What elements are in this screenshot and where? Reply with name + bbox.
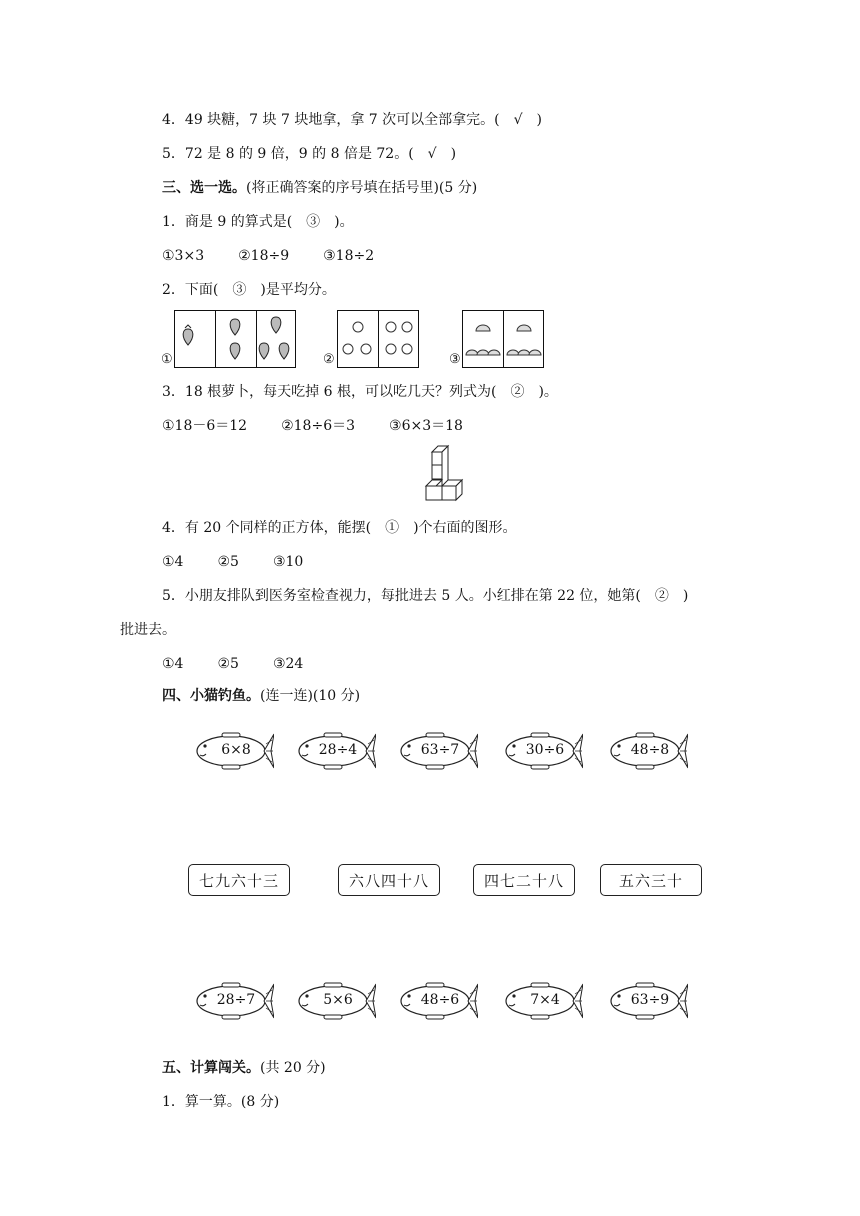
section5-note: (共 20 分) [260, 1060, 326, 1076]
section3-heading [162, 178, 477, 198]
fish-expression: 48÷8 [630, 742, 670, 758]
option: ①4 [162, 656, 184, 672]
fish-card[interactable] [503, 726, 583, 776]
fish-expression: 7×4 [530, 992, 560, 1008]
rhyme-card[interactable]: 五六三十 [600, 864, 702, 896]
section3-note: (将正确答案的序号填在括号里)(5 分) [246, 180, 478, 196]
fish-expression: 63÷9 [630, 992, 670, 1008]
section5-heading [162, 1058, 326, 1078]
s3-q1: 1．商是 9 的算式是( ③ )。 [162, 214, 354, 230]
s5-q1: 1．算一算。(8 分) [162, 1094, 280, 1110]
strawberry-icon [175, 311, 215, 367]
s3-q4: 4．有 20 个同样的正方体，能摆( ① )个右面的图形。 [162, 520, 517, 536]
strawberry-figure [174, 310, 296, 368]
option: ②5 [217, 656, 239, 672]
figure-cell [379, 311, 419, 367]
option: ①18－6＝12 [162, 418, 248, 434]
figure-cell [175, 311, 216, 367]
fish-expression: 6×8 [221, 742, 251, 758]
figure-cell [463, 311, 504, 367]
option: ③6×3＝18 [389, 418, 463, 434]
option: ①3×3 [162, 248, 205, 264]
option: ③24 [272, 656, 304, 672]
s3-q3: 3．18 根萝卜，每天吃掉 6 根，可以吃几天？列式为( ② )。 [162, 384, 558, 400]
fish-card[interactable] [398, 976, 478, 1026]
figure-cell [504, 311, 544, 367]
fish-expression: 48÷6 [420, 992, 460, 1008]
s3-q3-options [162, 416, 497, 436]
cube-stack-figure [420, 444, 468, 504]
mushroom-icon [504, 311, 544, 367]
fish-card[interactable] [608, 976, 688, 1026]
section3-title: 三、选一选。 [162, 180, 246, 196]
figure-cell [338, 311, 379, 367]
option: ②18÷6＝3 [281, 418, 356, 434]
section5-title: 五、计算闯关。 [162, 1060, 260, 1076]
strawberry-icon [216, 311, 256, 367]
mushroom-figure [462, 310, 544, 368]
section4-title: 四、小猫钓鱼。 [162, 688, 260, 704]
option: ③18÷2 [323, 248, 375, 264]
flower-figure [337, 310, 419, 368]
flower-icon [338, 311, 378, 367]
fish-card[interactable] [194, 726, 274, 776]
fish-expression: 28÷7 [216, 992, 256, 1008]
s3-q5-line1: 5．小朋友排队到医务室检查视力，每批进去 5 人。小红排在第 22 位，她第( ② ) [162, 588, 689, 604]
option: ①4 [162, 554, 184, 570]
mushroom-icon [463, 311, 503, 367]
rhyme-card[interactable]: 七九六十三 [188, 864, 290, 896]
fig-mark-2: ② [323, 352, 335, 367]
fish-expression: 63÷7 [420, 742, 460, 758]
fig-mark-1: ① [161, 352, 173, 367]
section4-note: (连一连)(10 分) [260, 688, 361, 704]
figure-cell [216, 311, 257, 367]
rhyme-card[interactable]: 四七二十八 [473, 864, 575, 896]
fish-card[interactable] [296, 976, 376, 1026]
fish-expression: 5×6 [323, 992, 353, 1008]
option: ②5 [217, 554, 239, 570]
judge-q5: 5．72 是 8 的 9 倍，9 的 8 倍是 72。( √ ) [162, 146, 457, 162]
fig-mark-3: ③ [449, 352, 461, 367]
fish-card[interactable] [194, 976, 274, 1026]
option: ②18÷9 [238, 248, 290, 264]
fish-card[interactable] [503, 976, 583, 1026]
strawberry-icon [257, 311, 297, 367]
s3-q5-line2: 批进去。 [120, 622, 176, 638]
rhyme-card[interactable]: 六八四十八 [338, 864, 440, 896]
figure-cell [257, 311, 297, 367]
fish-expression: 30÷6 [525, 742, 565, 758]
option: ③10 [272, 554, 304, 570]
flower-icon [379, 311, 419, 367]
judge-q4: 4．49 块糖，7 块 7 块地拿，拿 7 次可以全部拿完。( √ ) [162, 112, 542, 128]
fish-card[interactable] [608, 726, 688, 776]
section4-heading [162, 686, 360, 706]
fish-card[interactable] [398, 726, 478, 776]
fish-card[interactable] [296, 726, 376, 776]
fish-expression: 28÷4 [318, 742, 358, 758]
s3-q1-options [162, 246, 408, 266]
s3-q2: 2．下面( ③ )是平均分。 [162, 282, 336, 298]
s3-q4-options [162, 552, 337, 572]
s3-q5-options [162, 654, 337, 674]
